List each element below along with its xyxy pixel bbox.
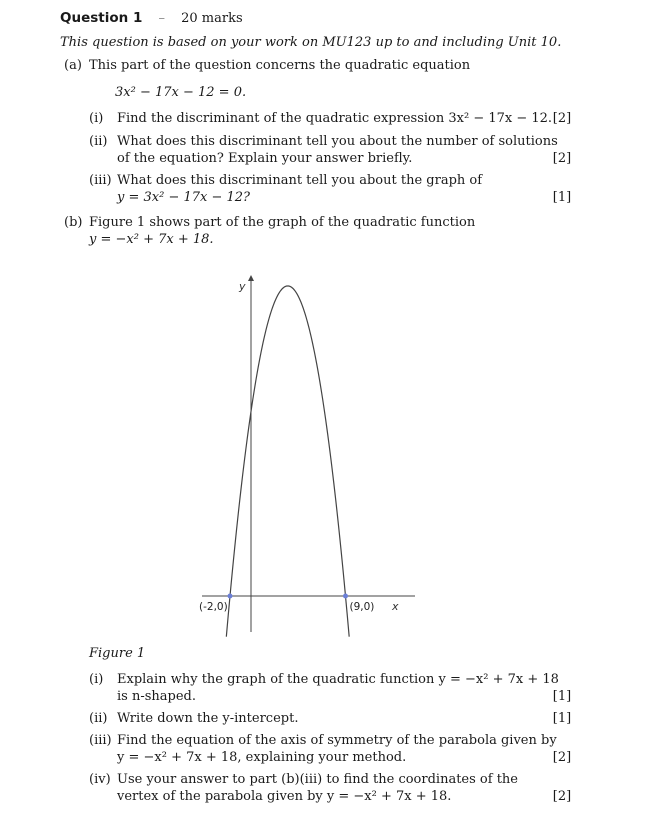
part-a-item-iii-label: (iii) [89,173,112,188]
part-a-item-i-label: (i) [89,111,104,126]
question-title: Question 1 [60,10,143,26]
part-a-item-i-text: Find the discriminant of the quadratic expression 3x² − 17x − 12. [117,111,553,126]
part-b-item-iv-line2: vertex of the parabola given by y = −x² + 7x + 18. [117,789,452,804]
part-b-item-iii-marks: [2] [552,750,572,765]
point-label-right-root: (9,0) [349,601,375,613]
question-header [60,10,243,26]
question-marks: 20 marks [181,11,243,26]
part-b-item-iii-line1: Find the equation of the axis of symmetry of the parabola given by [117,733,557,748]
part-b-line2: y = −x² + 7x + 18. [89,232,214,247]
part-a-item-i-marks: [2] [552,111,572,126]
parabola-chart [190,270,420,640]
question-intro: This question is based on your work on MU123 up to and including Unit 10. [60,35,562,50]
part-a-item-ii-line2: of the equation? Explain your answer briefly. [117,151,413,166]
part-a-text: This part of the question concerns the quadratic equation [89,58,471,73]
part-b-label: (b) [64,215,83,230]
part-b-item-iv-label: (iv) [89,772,111,787]
part-b-item-iii-label: (iii) [89,733,112,748]
part-b-item-iii-line2: y = −x² + 7x + 18, explaining your method. [117,750,407,765]
parabola-curve [226,286,349,637]
part-a-item-ii-label: (ii) [89,134,108,149]
part-b-item-ii-line1: Write down the y-intercept. [117,711,299,726]
part-a-item-iii-line2: y = 3x² − 17x − 12? [117,190,251,205]
part-b-item-i-line1: Explain why the graph of the quadratic function y = −x² + 7x + 18 [117,672,559,687]
point-label-left-root: (-2,0) [199,601,228,613]
part-b-item-i-marks: [1] [552,689,572,704]
y-axis-label: y [239,280,246,293]
point-marker-left-root [228,594,233,599]
part-b-item-iv-marks: [2] [552,789,572,804]
part-a-item-iii-line1: What does this discriminant tell you about the graph of [117,173,483,188]
part-b-line1: Figure 1 shows part of the graph of the quadratic function [89,215,476,230]
part-a-equation: 3x² − 17x − 12 = 0. [115,85,247,100]
figure-1-graph [190,270,420,640]
header-dash: – [158,11,165,26]
figure-caption: Figure 1 [89,646,146,661]
part-b-item-ii-label: (ii) [89,711,108,726]
part-b-item-ii-marks: [1] [552,711,572,726]
part-b-item-i-label: (i) [89,672,104,687]
part-a-item-ii-line1: What does this discriminant tell you about the number of solutions [117,134,558,149]
part-b-item-i-line2: is n-shaped. [117,689,196,704]
part-a-label: (a) [64,58,82,73]
point-marker-right-root [343,594,348,599]
part-a-item-ii-marks: [2] [552,151,572,166]
x-axis-label: x [392,600,399,613]
part-b-item-iv-line1: Use your answer to part (b)(iii) to find the coordinates of the [117,772,518,787]
part-a-item-iii-marks: [1] [552,190,572,205]
